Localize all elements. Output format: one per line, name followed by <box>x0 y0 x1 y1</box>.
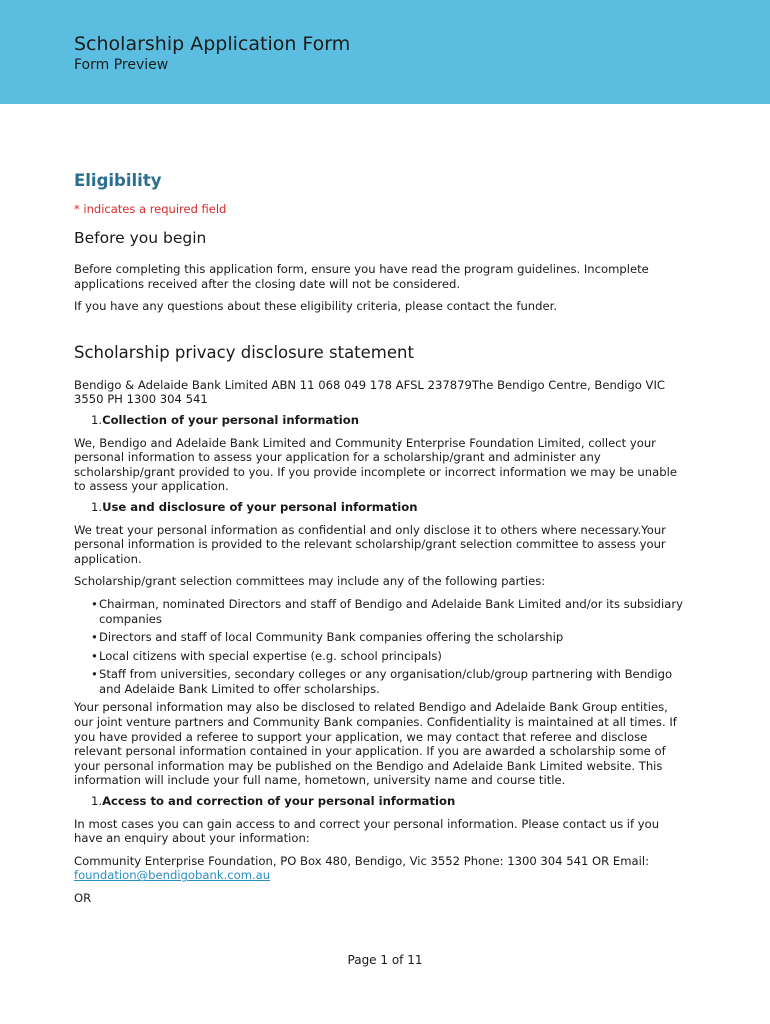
use-disclosure-paragraph-1: We treat your personal information as confidential and only disclose it to others where necessary.Your personal information is provided to the relevant scholarship/grant selection committee to assess your application. <box>74 522 666 566</box>
item-title: Use and disclosure of your personal information <box>102 499 418 514</box>
item-number: 1. <box>91 412 103 427</box>
or-text: OR <box>74 891 92 905</box>
list-item: • Local citizens with special expertise (e.g. school principals) <box>91 648 442 663</box>
form-subtitle: Form Preview <box>74 57 169 73</box>
privacy-item-access-correction <box>74 794 684 809</box>
list-item: • Directors and staff of local Community Bank companies offering the scholarship <box>91 630 564 645</box>
contact-details: Community Enterprise Foundation, PO Box 480, Bendigo, Vic 3552 Phone: 1300 304 541 OR Email: foundation@bendigobank.com.au <box>74 853 649 883</box>
item-title: Access to and correction of your personal information <box>102 794 456 809</box>
bullet-icon: • <box>91 667 98 682</box>
privacy-address: Bendigo & Adelaide Bank Limited ABN 11 068 049 178 AFSL 237879The Bendigo Centre, Bendigo VIC 3550 PH 1300 304 541 <box>74 377 665 407</box>
bullet-icon: • <box>91 596 98 611</box>
form-title: Scholarship Application Form <box>74 33 351 55</box>
eligibility-heading: Eligibility <box>74 171 162 190</box>
before-you-begin-heading: Before you begin <box>74 229 207 247</box>
email-link[interactable]: foundation@bendigobank.com.au <box>74 868 271 883</box>
bullet-icon: • <box>91 648 98 663</box>
selection-parties-list <box>74 597 684 697</box>
form-header <box>0 0 770 104</box>
before-you-begin-paragraph-1: Before completing this application form, ensure you have read the program guidelines. Incomplete applications received after the closing date will not be considered. <box>74 262 649 291</box>
privacy-item-collection <box>74 413 684 428</box>
privacy-item-use-disclosure <box>74 500 684 515</box>
access-correction-paragraph: In most cases you can gain access to and correct your personal information. Please contact us if you have an enquiry about your information: <box>74 816 660 846</box>
use-disclosure-paragraph-2: Scholarship/grant selection committees may include any of the following parties: <box>74 574 546 589</box>
item-number: 1. <box>91 499 103 514</box>
item-title: Collection of your personal information <box>102 412 359 427</box>
bullet-icon: • <box>91 630 98 645</box>
form-content <box>74 170 684 906</box>
list-item: • Chairman, nominated Directors and staff of Bendigo and Adelaide Bank Limited and/or its subsidiary companies <box>91 596 683 626</box>
collection-paragraph: We, Bendigo and Adelaide Bank Limited and Community Enterprise Foundation Limited, collect your personal information to assess your application for a scholarship/grant and administer any scholarship/grant provided to you. If you provide incomplete or incorrect information we may be unable to assess your application. <box>74 435 677 494</box>
before-you-begin-paragraph-2: If you have any questions about these eligibility criteria, please contact the funder. <box>74 299 558 314</box>
required-field-note: * indicates a required field <box>74 202 227 216</box>
privacy-heading: Scholarship privacy disclosure statement <box>74 342 414 362</box>
list-item: • Staff from universities, secondary colleges or any organisation/club/group partnering with Bendigo and Adelaide Bank Limited to offer scholarships. <box>91 667 673 696</box>
use-disclosure-paragraph-3: Your personal information may also be disclosed to related Bendigo and Adelaide Bank Group entities, our joint venture partners and Community Bank companies. Confidentiality is maintained at all times. If you have provided a referee to support your application, we may contact that referee and disclose relevant personal information contained in your application. If you are awarded a scholarship some of your personal information may be published on the Bendigo and Adelaide Bank Limited website. This information will include your full name, hometown, university name and course title. <box>74 700 677 788</box>
item-number: 1. <box>91 794 103 809</box>
page-number: Page 1 of 11 <box>347 953 423 967</box>
